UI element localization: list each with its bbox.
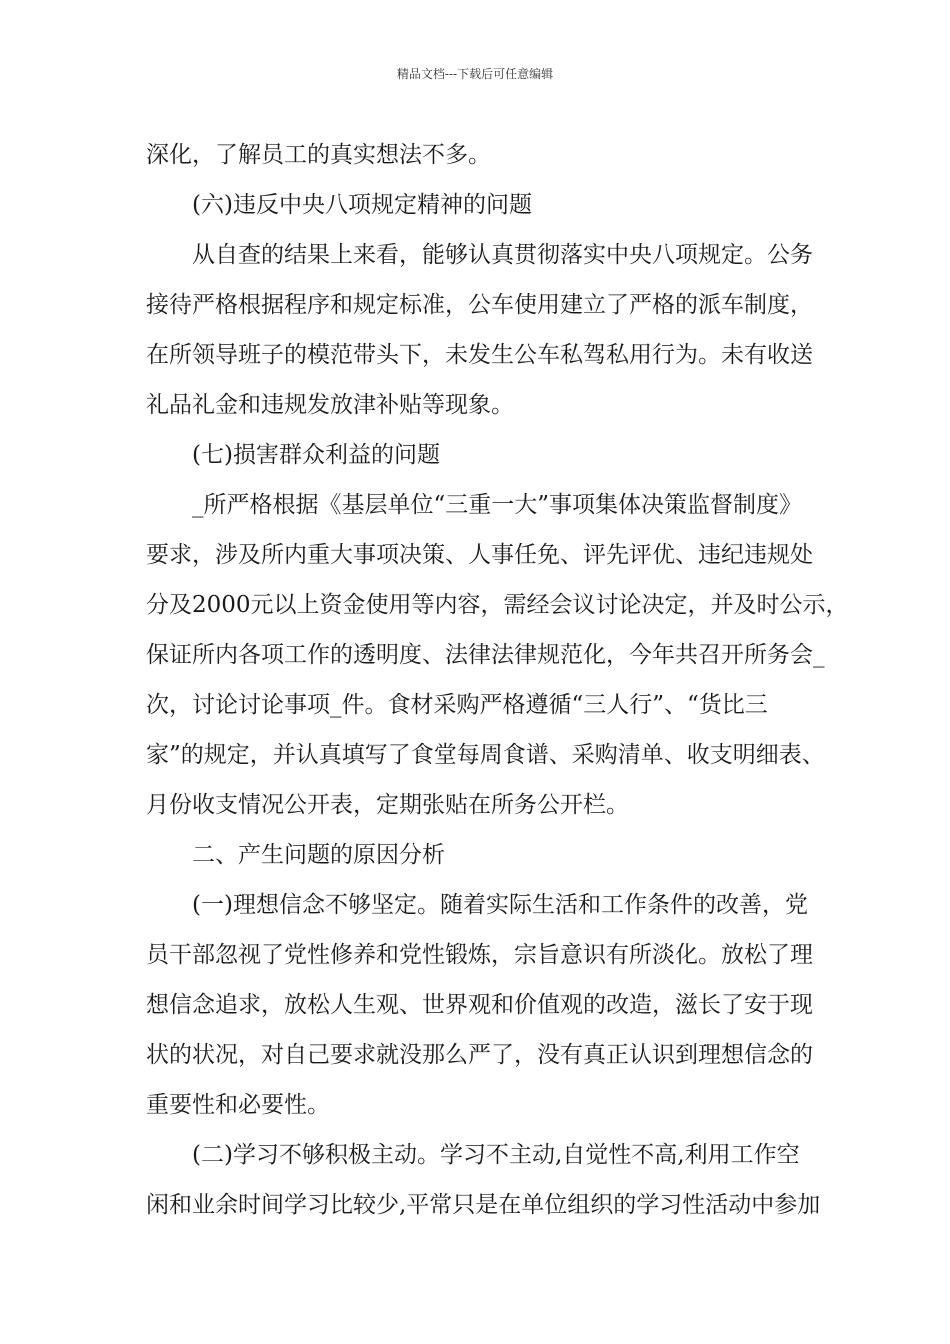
text-line: (一)理想信念不够坚定。随着实际生活和工作条件的改善，党 — [192, 892, 808, 918]
text-line: 礼品礼金和违规发放津补贴等现象。 — [146, 392, 514, 418]
text-line: 二、产生问题的原因分析 — [192, 842, 445, 868]
text-line: 月份收支情况公开表，定期张贴在所务公开栏。 — [146, 792, 629, 818]
text-line: 深化，了解员工的真实想法不多。 — [146, 142, 491, 168]
text-line: 家”的规定，并认真填写了食堂每周食谱、采购清单、收支明细表、 — [146, 742, 825, 768]
text-line: (六)违反中央八项规定精神的问题 — [192, 192, 532, 218]
text-line: 要求，涉及所内重大事项决策、人事任免、评先评优、违纪违规处 — [146, 542, 813, 568]
text-line: 重要性和必要性。 — [146, 1092, 330, 1118]
text-line: 状的状况，对自己要求就没那么严了，没有真正认识到理想信念的 — [146, 1042, 813, 1068]
page-header: 精品文档---下载后可任意编辑 — [396, 67, 554, 81]
text-line: _所严格根据《基层单位“三重一大”事项集体决策监督制度》 — [192, 492, 803, 518]
text-line: 闲和业余时间学习比较少,平常只是在单位组织的学习性活动中参加 — [146, 1192, 821, 1218]
text-line: 在所领导班子的模范带头下，未发生公车私驾私用行为。未有收送 — [146, 342, 813, 368]
text-line: 保证所内各项工作的透明度、法律法律规范化，今年共召开所务会_ — [146, 642, 825, 668]
text-line: 员干部忽视了党性修养和党性锻炼，宗旨意识有所淡化。放松了理 — [146, 942, 813, 968]
text-line: 想信念追求，放松人生观、世界观和价值观的改造，滋长了安于现 — [146, 992, 813, 1018]
text-line: (七)损害群众利益的问题 — [192, 442, 440, 468]
text-line: 分及2000元以上资金使用等内容，需经会议讨论决定，并及时公示， — [146, 592, 849, 618]
text-line: (二)学习不够积极主动。学习不主动,自觉性不高,利用工作空 — [192, 1142, 800, 1168]
text-line: 接待严格根据程序和规定标准，公车使用建立了严格的派车制度， — [146, 292, 813, 318]
document-body — [146, 130, 849, 1230]
text-line: 次，讨论讨论事项_件。食材采购严格遵循“三人行”、“货比三 — [146, 692, 768, 718]
text-line: 从自查的结果上来看，能够认真贯彻落实中央八项规定。公务 — [192, 242, 813, 268]
